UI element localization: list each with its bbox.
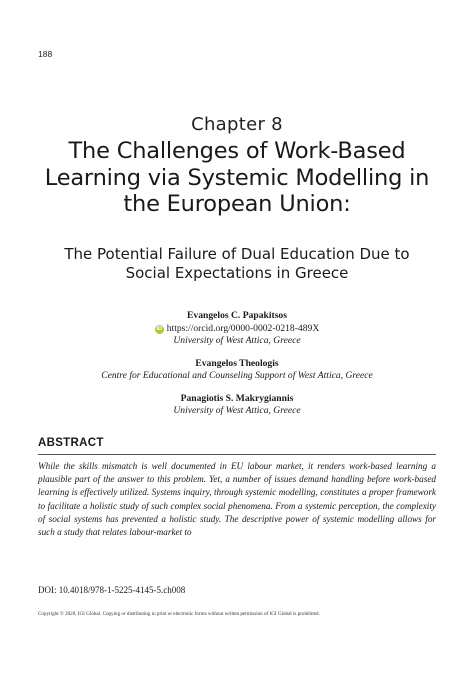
author-1 (0, 310, 474, 346)
abstract-heading: ABSTRACT (38, 437, 104, 449)
author-name: Panagiotis S. Makrygiannis (180, 393, 294, 405)
author-affiliation: University of West Attica, Greece (173, 404, 301, 416)
author-name: Evangelos Theologis (195, 358, 279, 370)
orcid-url[interactable]: https://orcid.org/0000-0002-0218-489X (166, 323, 320, 335)
author-3 (0, 393, 474, 416)
abstract-text: While the skills mismatch is well documented in EU labour market, it renders work-based learning a plausible part of the answer to this problem. Yet, a number of issues demand handling before work-based learning is effectively utilized. Systems inquiry, through systemic modelling, constitutes a proper framework to facilitate a holistic study of such complex social phenomena. From a systemic perception, the complexity of social systems has prevented a holistic study. The descriptive power of systemic modelling allows for such a study that relates labour-market to (38, 461, 436, 538)
abstract-divider (38, 454, 436, 455)
doi: DOI: 10.4018/978-1-5225-4145-5.ch008 (38, 585, 186, 595)
author-affiliation: University of West Attica, Greece (173, 334, 301, 346)
orcid-icon: iD (156, 325, 162, 332)
author-2 (0, 358, 474, 381)
copyright-notice: Copyright © 2020, IGI Global. Copying or distributing in print or electronic forms without written permission of IGI Global is prohibited. (38, 611, 320, 617)
chapter-subtitle: The Potential Failure of Dual Education Due to Social Expectations in Greece (64, 245, 410, 282)
chapter-label: Chapter 8 (191, 114, 283, 135)
author-list (0, 310, 474, 428)
chapter-title: The Challenges of Work-Based Learning via Systemic Modelling in the European Union: (44, 138, 430, 217)
page-number: 188 (38, 49, 53, 59)
author-affiliation: Centre for Educational and Counseling Support of West Attica, Greece (101, 369, 373, 381)
orcid-link[interactable] (155, 323, 320, 335)
author-name: Evangelos C. Papakitsos (187, 310, 287, 321)
